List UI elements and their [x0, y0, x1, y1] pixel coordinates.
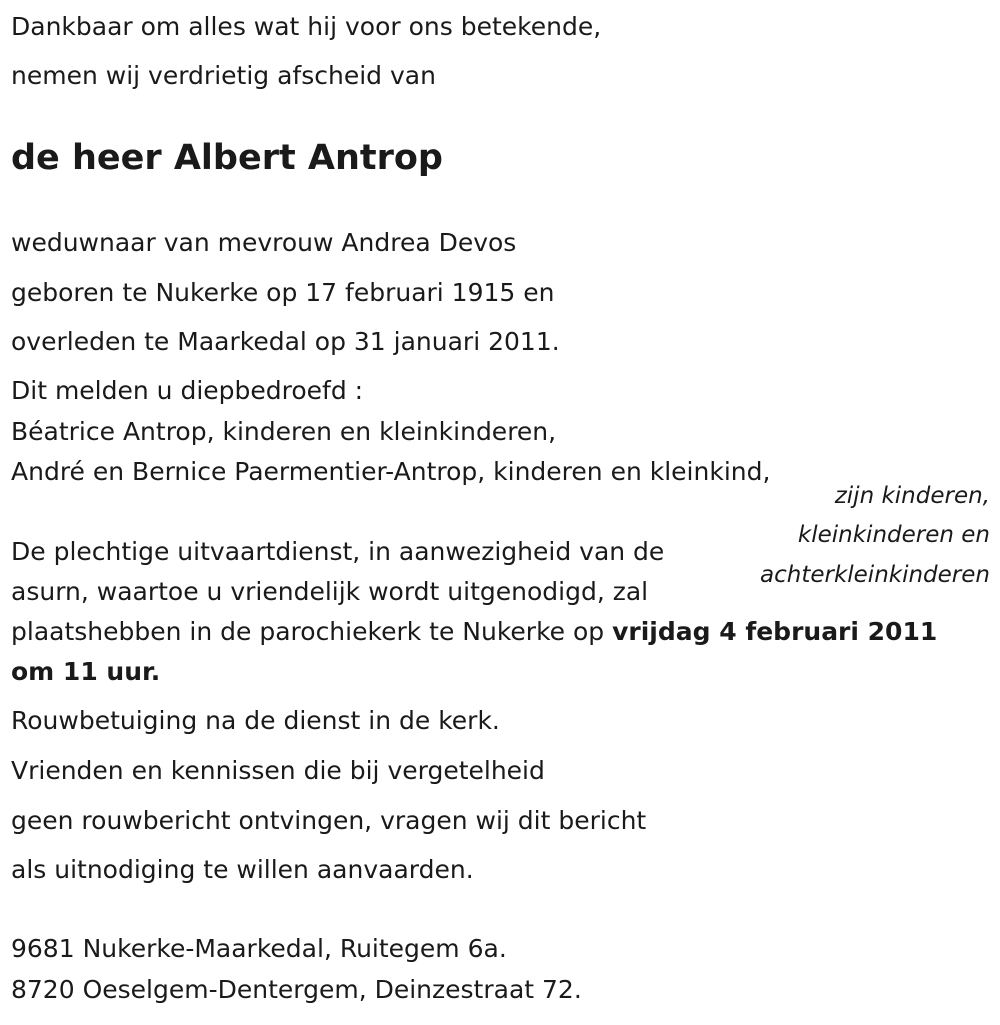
mourner-line-1: Béatrice Antrop, kinderen en kleinkinderen,	[11, 417, 557, 446]
mourner-line-2: André en Bernice Paermentier-Antrop, kinderen en kleinkind,	[11, 457, 771, 486]
birth-line: geboren te Nukerke op 17 februari 1915 en	[11, 278, 555, 307]
death-line: overleden te Maarkedal op 31 januari 2011.	[11, 327, 560, 356]
notice-line-2: geen rouwbericht ontvingen, vragen wij dit bericht	[11, 806, 647, 835]
service-line-3-text: plaatshebben in de parochiekerk te Nukerke op	[11, 617, 613, 646]
mourners-intro: Dit melden u diepbedroefd :	[11, 376, 364, 405]
notice-line-3: als uitnodiging te willen aanvaarden.	[11, 855, 474, 884]
service-line-1: De plechtige uitvaartdienst, in aanwezigheid van de	[11, 537, 665, 566]
relation-line-3: achterkleinkinderen	[760, 562, 990, 588]
service-line-3	[11, 617, 937, 647]
intro-line-2: nemen wij verdrietig afscheid van	[11, 61, 436, 90]
service-line-2: asurn, waartoe u vriendelijk wordt uitgenodigd, zal	[11, 577, 649, 606]
service-date: vrijdag 4 februari 2011	[612, 617, 938, 646]
relation-line-2: kleinkinderen en	[797, 522, 990, 548]
notice-line-1: Vrienden en kennissen die bij vergetelheid	[11, 756, 545, 785]
intro-line-1: Dankbaar om alles wat hij voor ons betekende,	[11, 12, 602, 41]
address-line-2: 8720 Oeselgem-Dentergem, Deinzestraat 72.	[11, 975, 582, 1004]
relation-line-1: zijn kinderen,	[834, 483, 990, 509]
condolences-line: Rouwbetuiging na de dienst in de kerk.	[11, 706, 500, 735]
widower-line: weduwnaar van mevrouw Andrea Devos	[11, 228, 517, 257]
address-line-1: 9681 Nukerke-Maarkedal, Ruitegem 6a.	[11, 934, 507, 963]
service-time	[11, 657, 160, 687]
service-time-text: om 11 uur.	[11, 657, 161, 686]
deceased-name: de heer Albert Antrop	[11, 138, 443, 178]
